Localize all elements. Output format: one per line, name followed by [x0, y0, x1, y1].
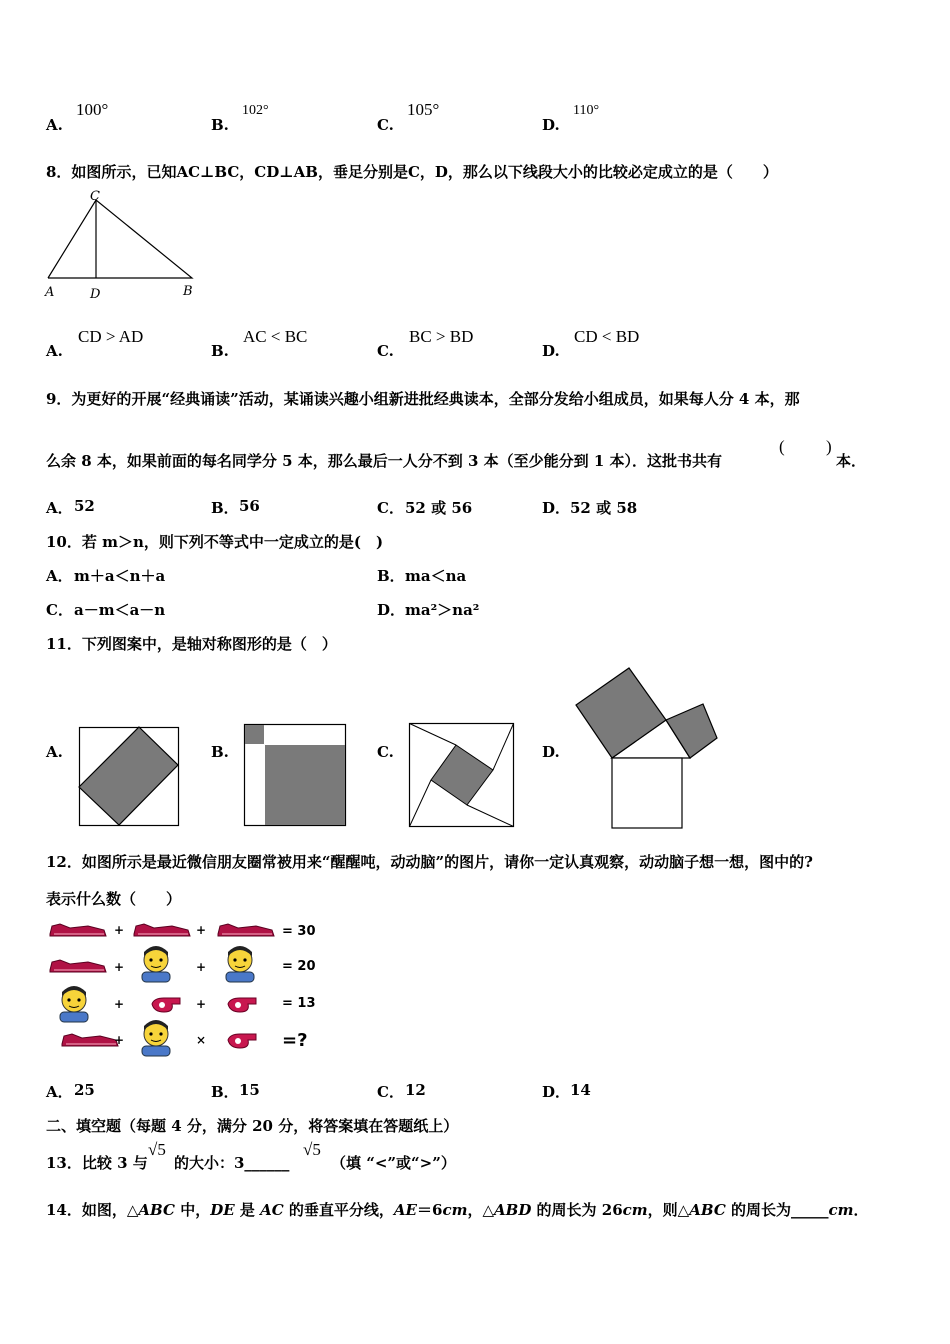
q8-label-d: D — [90, 287, 101, 302]
q12-option-c-value: 12 — [405, 1081, 426, 1099]
q13-mid: 的大小：3______ — [174, 1154, 290, 1172]
q7-option-c-label: C. — [377, 116, 394, 134]
q7-option-c-value: 105° — [407, 100, 440, 119]
q8-option-d-label: D. — [542, 342, 560, 360]
shoe-icon — [134, 924, 190, 936]
q8-label-c: C — [90, 189, 100, 204]
q12-op-8: × — [196, 1033, 207, 1047]
q7-option-b-label: B. — [211, 116, 229, 134]
q13-root-1: √5 — [148, 1140, 166, 1159]
q10-option-c-value: a－m＜a－n — [74, 601, 166, 619]
q11-option-c-label: C. — [377, 743, 394, 761]
q12-line1: 12．如图所示是最近微信朋友圈常被用来“醒醒吨，动动脑”的图片，请你一定认真观察，动动脑子想一想，图中的? — [46, 853, 813, 871]
q9-option-b-label: B． — [211, 499, 239, 517]
boy-face-icon — [142, 946, 170, 982]
q9-line2: 么余 8 本，如果前面的每名同学分 5 本，那么最后一人分不到 3 本（至少能分到 1 本）．这批书共有 — [46, 452, 723, 470]
q10-option-d-label: D． — [377, 601, 406, 619]
q10-text: 10．若 m＞n，则下列不等式中一定成立的是( ) — [46, 533, 384, 551]
q12-row-4 — [62, 1020, 308, 1056]
q12-row-2 — [50, 946, 316, 982]
q12-op-3: + — [114, 960, 125, 974]
q13-hint: （填 “<”或“>”） — [331, 1154, 456, 1172]
q7-option-d-label: D. — [542, 116, 560, 134]
q11-figure-d — [574, 668, 719, 830]
q12-op-6: + — [196, 997, 207, 1011]
q10-option-a-label: A． — [46, 567, 73, 585]
whistle-icon — [228, 998, 256, 1012]
q9-blank-close: ) — [826, 437, 832, 456]
q8-label-a: A — [45, 285, 55, 300]
q10-option-b-value: ma＜na — [405, 567, 467, 585]
q9-option-c-value: 52 或 56 — [405, 499, 473, 517]
q12-result-3: = 13 — [282, 996, 316, 1011]
q8-option-a-label: A. — [46, 342, 63, 360]
boy-face-icon — [226, 946, 254, 982]
q12-option-d-label: D． — [542, 1083, 571, 1101]
q13-prefix: 13．比较 3 与 — [46, 1154, 148, 1172]
q11-figure-b — [244, 724, 347, 827]
shoe-icon — [62, 1034, 118, 1046]
q8-option-b-value: AC < BC — [243, 327, 308, 346]
q10-option-b-label: B． — [377, 567, 405, 585]
q7-option-a-label: A. — [46, 116, 63, 134]
q12-option-a-value: 25 — [74, 1081, 95, 1099]
q9-line1: 9．为更好的开展“经典诵读”活动，某诵读兴趣小组新进批经典读本，全部分发给小组成员，如果每人分 4 本，那 — [46, 390, 800, 408]
q12-option-a-label: A． — [46, 1083, 73, 1101]
q12-op-1: + — [114, 923, 125, 937]
q12-result-1: = 30 — [282, 924, 316, 939]
q7-option-b-value: 102° — [242, 103, 269, 118]
q8-option-b-label: B. — [211, 342, 229, 360]
section-2-title: 二、填空题（每题 4 分，满分 20 分，将答案填在答题纸上） — [46, 1117, 459, 1135]
q9-option-a-value: 52 — [74, 497, 95, 515]
q11-figure-c — [409, 723, 515, 828]
q12-row-1 — [50, 923, 316, 939]
q12-op-4: + — [196, 960, 207, 974]
q8-option-d-value: CD < BD — [574, 327, 640, 346]
q11-option-b-label: B. — [211, 743, 229, 761]
q12-result-2: = 20 — [282, 959, 316, 974]
q12-result-4: =? — [282, 1030, 308, 1051]
shoe-icon — [218, 924, 274, 936]
boy-face-icon — [60, 986, 88, 1022]
q9-option-b-value: 56 — [239, 497, 260, 515]
boy-face-icon — [142, 1020, 170, 1056]
q14-text: 14．如图，△ABC 中，DE 是 AC 的垂直平分线，AE＝6cm，△ABD 的周长为 26cm，则△ABC 的周长为_____cm． — [46, 1201, 869, 1219]
q12-puzzle-figure — [46, 916, 336, 1062]
q9-option-a-label: A． — [46, 499, 73, 517]
q7-option-d-value: 110° — [573, 103, 600, 118]
shoe-icon — [50, 960, 106, 972]
q9-option-c-label: C． — [377, 499, 404, 517]
q12-op-5: + — [114, 997, 125, 1011]
q11-option-a-label: A. — [46, 743, 63, 761]
q9-option-d-value: 52 或 58 — [570, 499, 638, 517]
q9-blank-open: ( — [779, 437, 785, 456]
q11-text: 11．下列图案中，是轴对称图形的是（ ） — [46, 635, 337, 653]
q9-tail: 本． — [836, 452, 867, 470]
q12-op-7: + — [114, 1033, 125, 1047]
q11-option-d-label: D. — [542, 743, 560, 761]
q12-line2: 表示什么数（ ） — [46, 890, 182, 908]
q12-option-b-label: B． — [211, 1083, 239, 1101]
q10-option-d-value: ma²＞na² — [405, 601, 480, 619]
q10-option-a-value: m＋a＜n＋a — [74, 567, 166, 585]
q10-option-c-label: C． — [46, 601, 73, 619]
shoe-icon — [50, 924, 106, 936]
q8-triangle-figure — [44, 188, 204, 308]
q8-option-c-value: BC > BD — [409, 327, 474, 346]
q8-option-a-value: CD > AD — [78, 327, 144, 346]
q12-op-2: + — [196, 923, 207, 937]
q12-option-c-label: C． — [377, 1083, 404, 1101]
whistle-icon — [228, 1034, 256, 1048]
q13-root-2: √5 — [303, 1140, 321, 1159]
q12-option-d-value: 14 — [570, 1081, 591, 1099]
q11-figure-a — [79, 727, 180, 827]
q8-text: 8．如图所示，已知AC⊥BC，CD⊥AB，垂足分别是C，D，那么以下线段大小的比较必定成立的是（ ） — [46, 163, 778, 181]
q8-label-b: B — [183, 284, 193, 299]
q7-option-a-value: 100° — [76, 100, 109, 119]
q12-option-b-value: 15 — [239, 1081, 260, 1099]
q9-option-d-label: D． — [542, 499, 571, 517]
whistle-icon — [152, 998, 180, 1012]
q12-row-3 — [60, 986, 316, 1022]
q8-option-c-label: C. — [377, 342, 394, 360]
